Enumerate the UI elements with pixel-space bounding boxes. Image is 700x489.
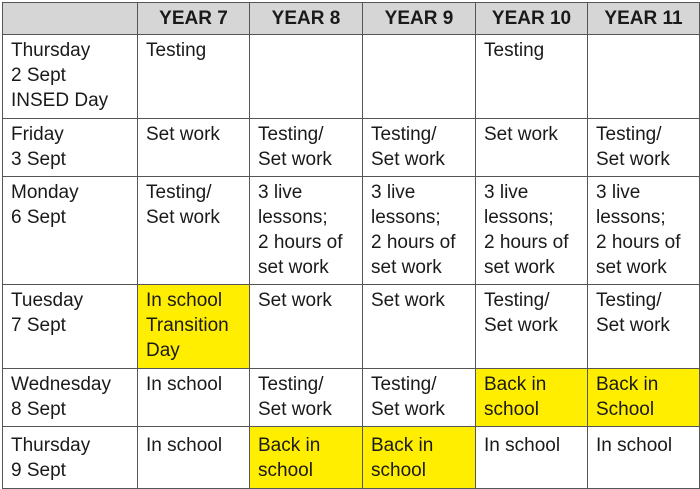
header-year-10: YEAR 10 [476, 3, 588, 35]
schedule-cell: Testing/ Set work [363, 119, 476, 177]
schedule-cell: In school [138, 427, 250, 489]
schedule-cell-highlighted: In school Transition Day [138, 285, 250, 369]
schedule-cell: In school [138, 369, 250, 427]
schedule-cell: Testing/ Set work [588, 119, 700, 177]
schedule-cell: 3 live lessons; 2 hours of set work [588, 177, 700, 285]
day-label: Monday 6 Sept [3, 177, 138, 285]
day-label: Thursday 2 Sept INSED Day [3, 35, 138, 119]
schedule-cell: Testing/ Set work [250, 119, 363, 177]
schedule-cell-highlighted: Back in School [588, 369, 700, 427]
schedule-cell: In school [588, 427, 700, 489]
return-to-school-schedule-table [2, 2, 700, 489]
schedule-cell: Testing/ Set work [250, 369, 363, 427]
schedule-cell: 3 live lessons; 2 hours of set work [363, 177, 476, 285]
day-label: Wednesday 8 Sept [3, 369, 138, 427]
schedule-cell: Testing/ Set work [138, 177, 250, 285]
schedule-cell: Set work [363, 285, 476, 369]
schedule-cell-highlighted: Back in school [476, 369, 588, 427]
schedule-cell: 3 live lessons; 2 hours of set work [250, 177, 363, 285]
schedule-cell: Testing/ Set work [476, 285, 588, 369]
table-row [3, 427, 700, 489]
day-label: Tuesday 7 Sept [3, 285, 138, 369]
header-year-9: YEAR 9 [363, 3, 476, 35]
schedule-cell-highlighted: Back in school [250, 427, 363, 489]
schedule-cell: Testing/ Set work [588, 285, 700, 369]
schedule-cell: Testing [476, 35, 588, 119]
header-year-7: YEAR 7 [138, 3, 250, 35]
day-label: Thursday 9 Sept [3, 427, 138, 489]
schedule-cell: Testing [138, 35, 250, 119]
schedule-cell: Set work [476, 119, 588, 177]
schedule-cell: Testing/ Set work [363, 369, 476, 427]
header-row [3, 3, 700, 35]
schedule-cell-highlighted: Back in school [363, 427, 476, 489]
day-label: Friday 3 Sept [3, 119, 138, 177]
schedule-cell: 3 live lessons; 2 hours of set work [476, 177, 588, 285]
table-row [3, 285, 700, 369]
header-year-11: YEAR 11 [588, 3, 700, 35]
table-row [3, 35, 700, 119]
schedule-cell: In school [476, 427, 588, 489]
table-row [3, 177, 700, 285]
schedule-cell [588, 35, 700, 119]
schedule-cell: Set work [138, 119, 250, 177]
table-row [3, 369, 700, 427]
schedule-cell: Set work [250, 285, 363, 369]
schedule-cell [250, 35, 363, 119]
header-corner-cell [3, 3, 138, 35]
header-year-8: YEAR 8 [250, 3, 363, 35]
schedule-cell [363, 35, 476, 119]
table-row [3, 119, 700, 177]
